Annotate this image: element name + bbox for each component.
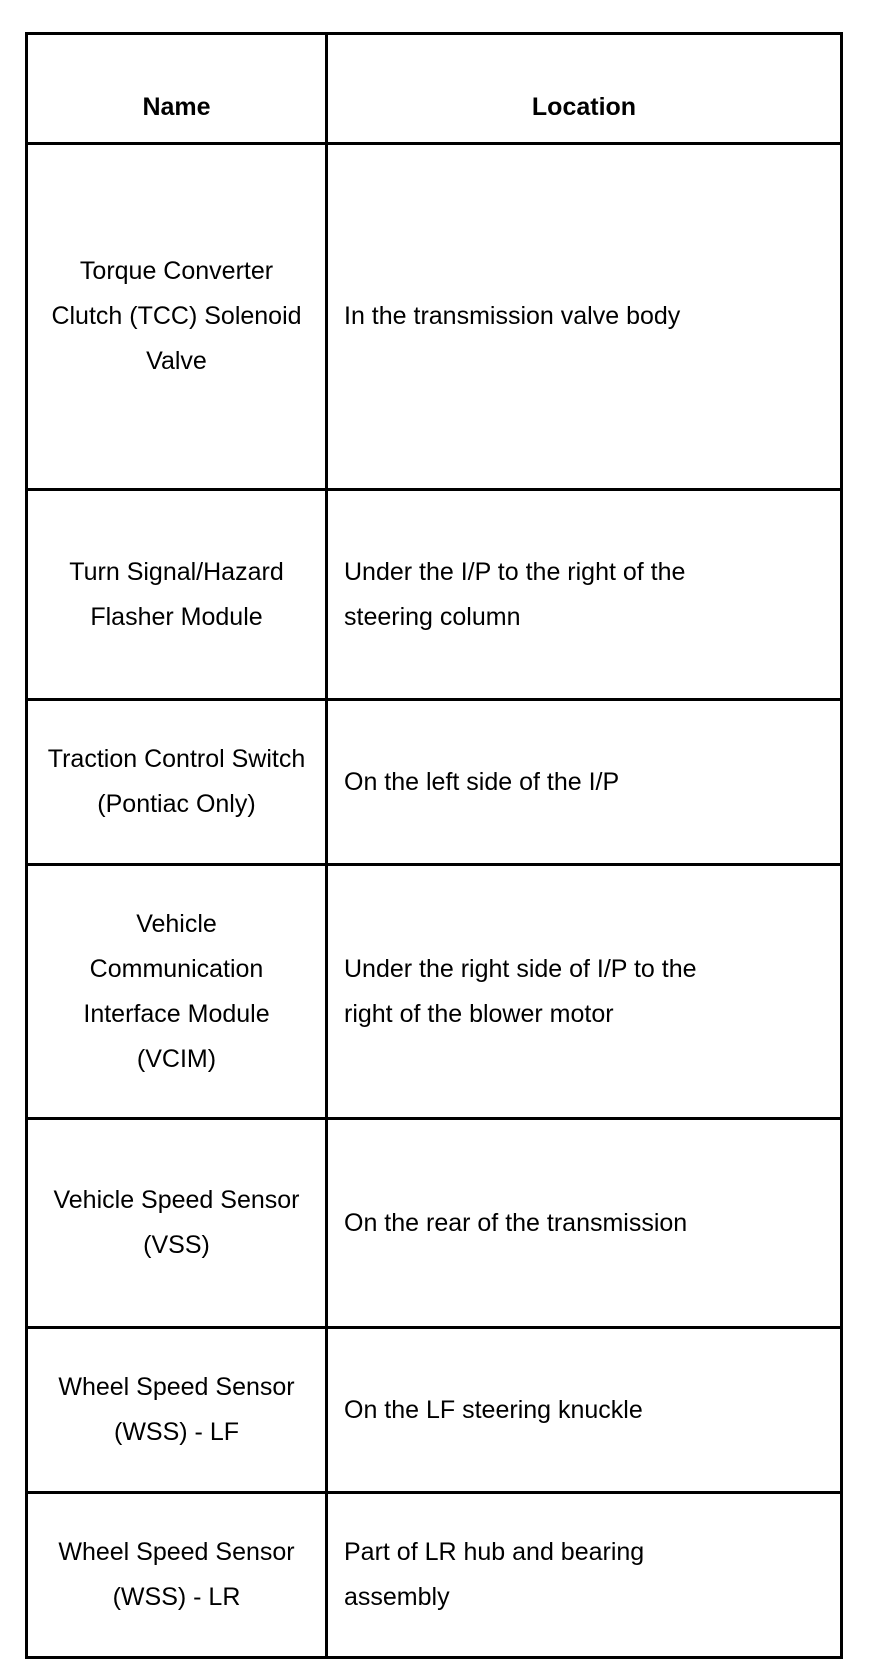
- column-header-location: Location: [327, 34, 842, 144]
- component-location-table: [25, 32, 843, 1659]
- header-row: [27, 34, 842, 144]
- component-location: On the LF steering knuckle: [327, 1328, 842, 1493]
- table-row: [27, 144, 842, 490]
- component-name: Wheel Speed Sensor (WSS) - LF: [27, 1328, 327, 1493]
- table-row: [27, 1328, 842, 1493]
- component-name: Traction Control Switch (Pontiac Only): [27, 700, 327, 865]
- column-header-name: Name: [27, 34, 327, 144]
- component-location: On the left side of the I/P: [327, 700, 842, 865]
- table-row: [27, 1493, 842, 1658]
- table-row: [27, 490, 842, 700]
- component-location: Under the right side of I/P to the right of the blower motor: [327, 865, 842, 1119]
- component-name: Torque Converter Clutch (TCC) Solenoid Valve: [27, 144, 327, 490]
- component-name: Vehicle Communication Interface Module (VCIM): [27, 865, 327, 1119]
- component-name: Turn Signal/Hazard Flasher Module: [27, 490, 327, 700]
- component-location: On the rear of the transmission: [327, 1119, 842, 1328]
- component-location: In the transmission valve body: [327, 144, 842, 490]
- table-row: [27, 1119, 842, 1328]
- component-location: Part of LR hub and bearing assembly: [327, 1493, 842, 1658]
- component-name: Vehicle Speed Sensor (VSS): [27, 1119, 327, 1328]
- table-row: [27, 700, 842, 865]
- table-row: [27, 865, 842, 1119]
- component-location: Under the I/P to the right of the steering column: [327, 490, 842, 700]
- component-name: Wheel Speed Sensor (WSS) - LR: [27, 1493, 327, 1658]
